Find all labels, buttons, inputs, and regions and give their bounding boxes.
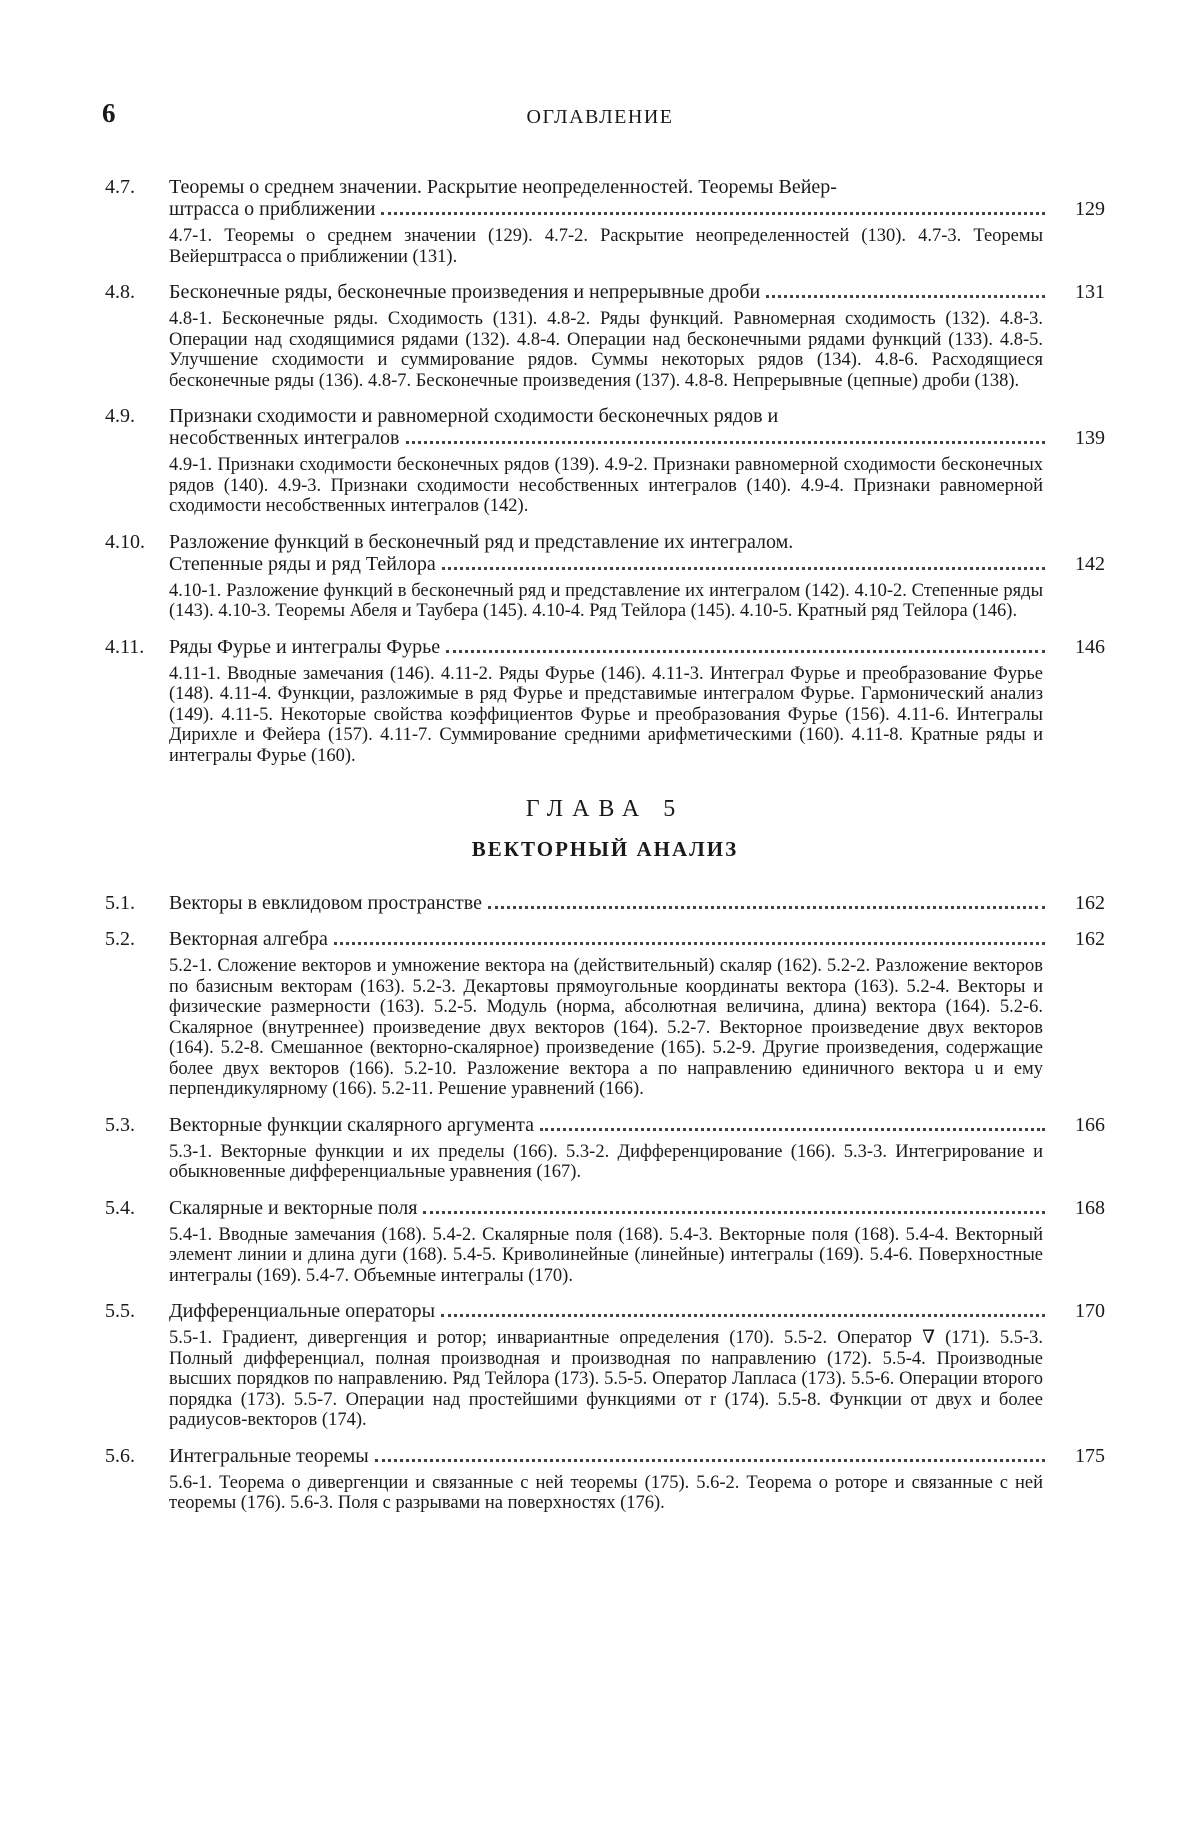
section-title-line: Степенные ряды и ряд Тейлора	[169, 552, 436, 575]
dot-leader	[540, 1128, 1045, 1131]
section-title-line: Ряды Фурье и интегралы Фурье	[169, 635, 441, 658]
dot-leader	[766, 295, 1045, 298]
section-title-line: Векторная алгебра	[169, 928, 328, 950]
section-title	[169, 281, 1045, 303]
dot-leader	[381, 212, 1045, 215]
page-reference: 166	[1075, 1113, 1105, 1136]
toc-entry	[105, 176, 1105, 267]
toc-entry-heading	[105, 176, 1105, 220]
toc-entry	[105, 928, 1105, 1100]
section-number: 4.10.	[105, 530, 145, 553]
section-title-line: Бесконечные ряды, бесконечные произведения и непрерывные дроби	[169, 281, 761, 303]
section-title-line: штрасса о приближении	[169, 198, 376, 220]
section-number: 4.9.	[105, 405, 135, 427]
page-reference: 162	[1075, 892, 1105, 914]
dot-leader	[488, 906, 1045, 909]
toc-entry	[105, 892, 1105, 914]
toc-entry	[105, 1445, 1105, 1514]
subsection-list: 5.2-1. Сложение векторов и умножение вектора на (действительный) скаляр (162). 5.2-2. Разложение векторов по базисным векторам (163). 5.2-3. Декартовы прямоугольные координаты вектора (163). 5.2-4. Векторы и физические размерности (163). 5.2-5. Модуль (норма, абсолютная величина, длина) вектора (164). 5.2-6. Скалярное (внутреннее) произведение двух векторов (164). 5.2-7. Векторное произведение двух векторов (164). 5.2-8. Смешанное (векторно-скалярное) произведение (165). 5.2-9. Другие произведения, содержащие более двух векторов (166). 5.2-10. Разложение вектора a по направлению единичного вектора u и ему перпендикулярному (166). 5.2-11. Решение уравнений (166).	[169, 956, 1043, 1099]
sections-group-chapter-5	[105, 892, 1105, 1514]
section-title	[169, 531, 1045, 575]
section-number: 5.5.	[105, 1300, 135, 1322]
toc-entry	[105, 636, 1105, 767]
subsection-list: 5.4-1. Вводные замечания (168). 5.4-2. Скалярные поля (168). 5.4-3. Векторные поля (168). 5.4-4. Векторный элемент линии и длина дуги (168). 5.4-5. Криволинейные (линейные) интегралы (169). 5.4-6. Поверхностные интегралы (169). 5.4-7. Объемные интегралы (170).	[169, 1224, 1043, 1286]
section-title-line: Скалярные и векторные поля	[169, 1196, 418, 1219]
section-title	[169, 176, 1045, 220]
subsection-list: 4.11-1. Вводные замечания (146). 4.11-2. Ряды Фурье (146). 4.11-3. Интеграл Фурье и преобразование Фурье (148). 4.11-4. Функции, разложимые в ряд Фурье и представимые интегралом Фурье. Гармонический анализ (149). 4.11-5. Некоторые свойства коэффициентов Фурье и преобразования Фурье (156). 4.11-6. Интегралы Дирихле и Фейера (157). 4.11-7. Суммирование средними арифметическими (160). 4.11-8. Кратные ряды и интегралы Фурье (160).	[169, 663, 1043, 766]
section-title	[169, 1114, 1045, 1136]
section-title	[169, 1445, 1045, 1467]
section-title-line: Теоремы о среднем значении. Раскрытие неопределенностей. Теоремы Вейер-	[169, 176, 837, 198]
page-reference: 129	[1075, 198, 1105, 220]
section-title-line: Дифференциальные операторы	[169, 1300, 436, 1322]
section-title-line: Разложение функций в бесконечный ряд и представление их интегралом.	[169, 530, 794, 553]
page-reference: 170	[1075, 1300, 1105, 1322]
subsection-list: 5.5-1. Градиент, дивергенция и ротор; инвариантные определения (170). 5.5-2. Оператор ∇ (171). 5.5-3. Полный дифференциал, полная производная и производная по направлению (172). 5.5-4. Производные высших порядков по направлению. Ряд Тейлора (173). 5.5-5. Оператор Лапласа (173). 5.5-6. Операции второго порядка (173). 5.5-7. Операции над простейшими функциями от r (174). 5.5-8. Функции от двух и более радиусов-векторов (174).	[169, 1328, 1043, 1430]
section-number: 5.1.	[105, 892, 135, 914]
subsection-list: 5.6-1. Теорема о дивергенции и связанные с ней теоремы (175). 5.6-2. Теорема о роторе и связанные с ней теоремы (176). 5.6-3. Поля с разрывами на поверхностях (176).	[169, 1472, 1043, 1513]
page-reference: 142	[1075, 552, 1105, 575]
toc-entry-heading	[105, 531, 1105, 575]
section-title	[169, 405, 1045, 449]
section-title	[169, 1197, 1045, 1219]
toc-entry-heading	[105, 892, 1105, 914]
chapter-title: ВЕКТОРНЫЙ АНАЛИЗ	[471, 837, 739, 861]
toc-entry	[105, 1114, 1105, 1183]
section-number: 4.11.	[105, 635, 145, 658]
subsection-list: 4.8-1. Бесконечные ряды. Сходимость (131). 4.8-2. Ряды функций. Равномерная сходимость (132). 4.8-3. Операции над сходящимися рядами (132). 4.8-4. Операции над бесконечными рядами функций (133). 4.8-5. Улучшение сходимости и суммирование рядов. Суммы некоторых рядов (134). 4.8-6. Расходящиеся бесконечные ряды (136). 4.8-7. Бесконечные произведения (137). 4.8-8. Непрерывные (цепные) дроби (138).	[169, 309, 1043, 391]
subsection-list: 4.7-1. Теоремы о среднем значении (129). 4.7-2. Раскрытие неопределенностей (130). 4.7-3. Теоремы Вейерштрасса о приближении (131).	[169, 226, 1043, 267]
section-title	[169, 1300, 1045, 1322]
toc-entry-heading	[105, 636, 1105, 658]
page-reference: 168	[1075, 1196, 1105, 1219]
section-number: 5.2.	[105, 928, 135, 950]
page-reference: 175	[1075, 1444, 1105, 1467]
toc-entry	[105, 1197, 1105, 1287]
toc-entry-heading	[105, 281, 1105, 303]
section-title-line: Интегральные теоремы	[169, 1444, 369, 1467]
section-title-line: Признаки сходимости и равномерной сходимости бесконечных рядов и	[169, 405, 779, 427]
section-title	[169, 892, 1045, 914]
page-number: 6	[102, 98, 116, 128]
section-title-line: Векторные функции скалярного аргумента	[169, 1113, 534, 1136]
toc-entry	[105, 405, 1105, 517]
toc-entry-heading	[105, 1197, 1105, 1219]
section-title	[169, 636, 1045, 658]
toc-entry-heading	[105, 1114, 1105, 1136]
section-title-line: Векторы в евклидовом пространстве	[169, 892, 482, 914]
subsection-list: 5.3-1. Векторные функции и их пределы (166). 5.3-2. Дифференцирование (166). 5.3-3. Интегрирование и обыкновенные дифференциальные уравнения (167).	[169, 1141, 1043, 1182]
toc-entry	[105, 281, 1105, 391]
toc-entry-heading	[105, 405, 1105, 449]
dot-leader	[441, 1314, 1045, 1317]
page-reference: 162	[1075, 928, 1105, 950]
toc-entry-heading	[105, 1300, 1105, 1322]
table-of-contents	[105, 176, 1105, 1528]
page-reference: 146	[1075, 635, 1105, 658]
dot-leader	[334, 942, 1045, 945]
page-reference: 131	[1075, 281, 1105, 303]
dot-leader	[375, 1459, 1045, 1462]
subsection-list: 4.9-1. Признаки сходимости бесконечных рядов (139). 4.9-2. Признаки равномерной сходимости бесконечных рядов (140). 4.9-3. Признаки сходимости несобственных интегралов (140). 4.9-4. Признаки равномерной сходимости несобственных интегралов (142).	[169, 455, 1043, 516]
chapter-label: ГЛАВА 5	[525, 796, 685, 822]
sections-group-chapter-4	[105, 176, 1105, 766]
section-number: 4.8.	[105, 281, 135, 303]
section-number: 4.7.	[105, 176, 135, 198]
toc-entry	[105, 1300, 1105, 1431]
section-number: 5.6.	[105, 1444, 135, 1467]
dot-leader	[406, 441, 1046, 444]
page-reference: 139	[1075, 427, 1105, 449]
subsection-list: 4.10-1. Разложение функций в бесконечный ряд и представление их интегралом (142). 4.10-2. Степенные ряды (143). 4.10-3. Теоремы Абеля и Таубера (145). 4.10-4. Ряд Тейлора (145). 4.10-5. Кратный ряд Тейлора (146).	[169, 580, 1043, 621]
section-title	[169, 928, 1045, 950]
section-number: 5.4.	[105, 1196, 135, 1219]
running-head: ОГЛАВЛЕНИЕ	[526, 106, 674, 128]
dot-leader	[446, 650, 1045, 653]
section-number: 5.3.	[105, 1113, 135, 1136]
toc-entry-heading	[105, 928, 1105, 950]
section-title-line: несобственных интегралов	[169, 427, 400, 449]
toc-entry-heading	[105, 1445, 1105, 1467]
dot-leader	[423, 1211, 1045, 1214]
dot-leader	[442, 567, 1045, 570]
toc-entry	[105, 531, 1105, 622]
